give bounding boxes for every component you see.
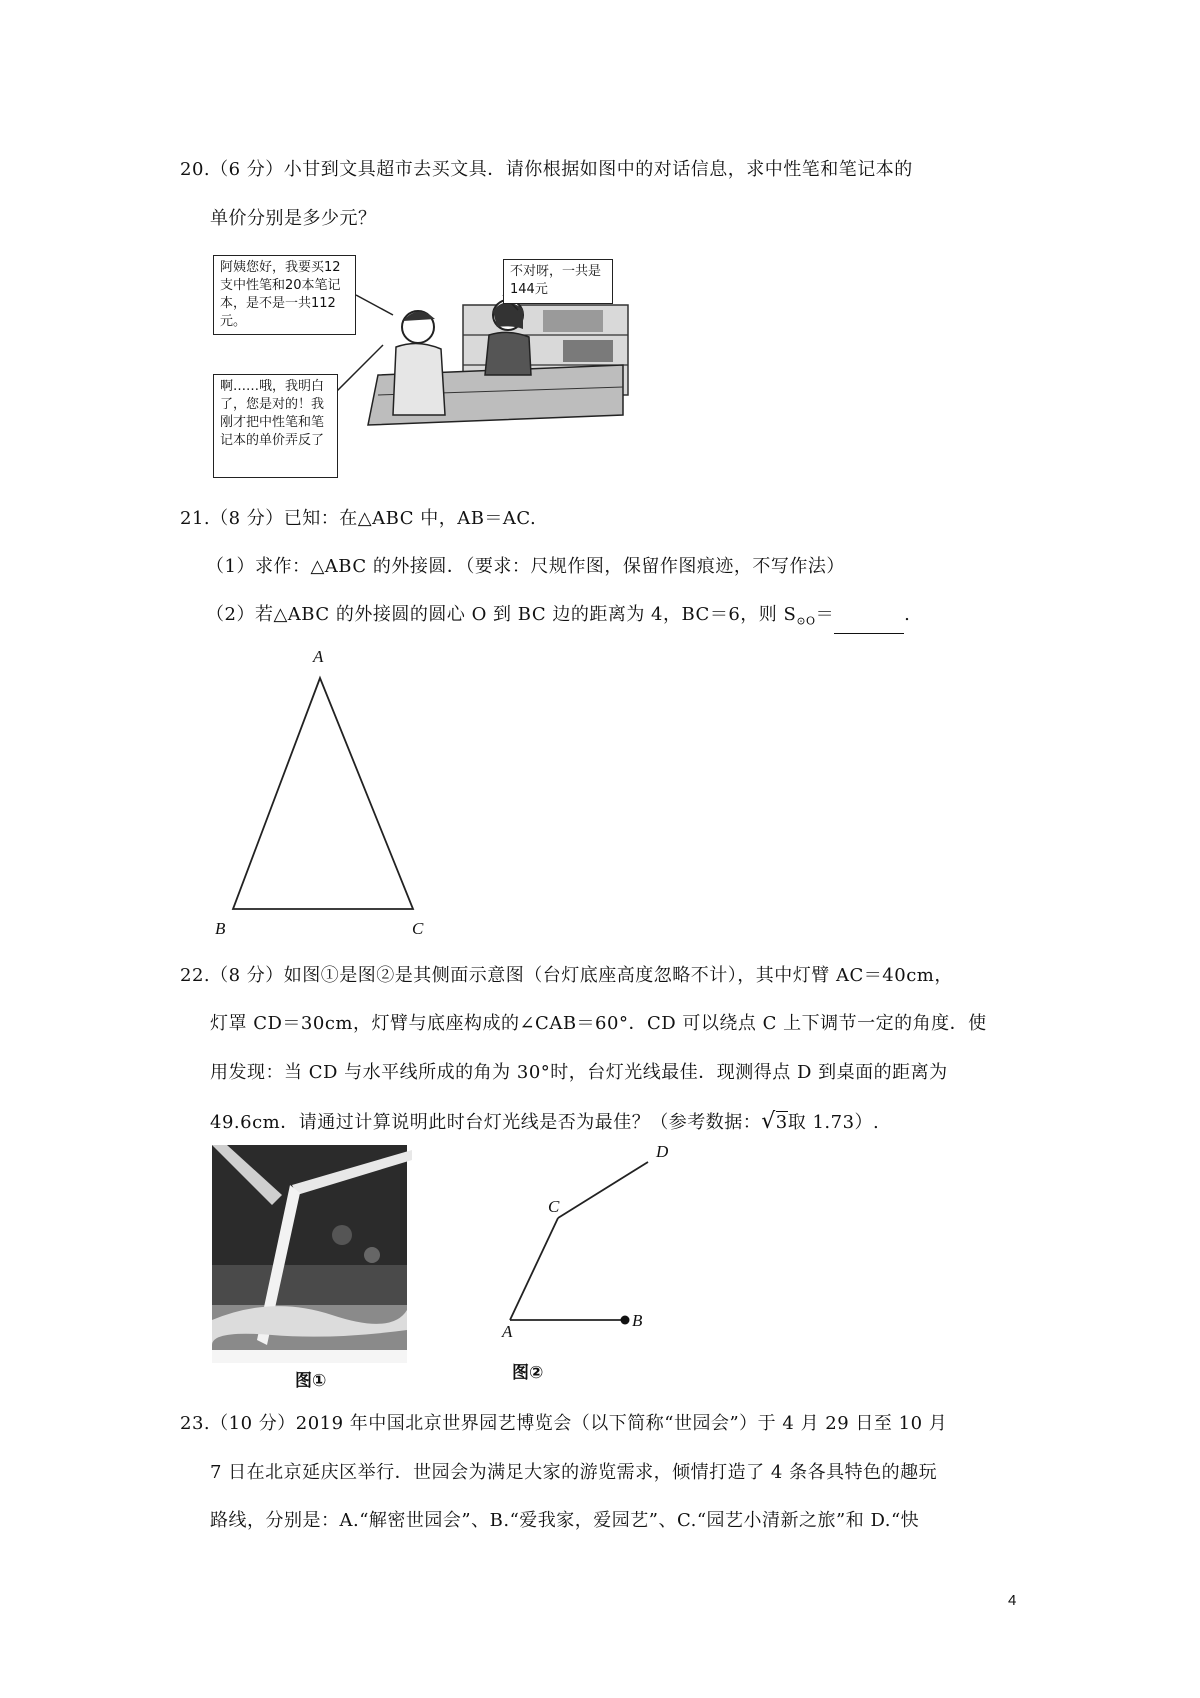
answer-blank[interactable] [834, 615, 904, 634]
figure-2-caption: 图② [512, 1363, 544, 1383]
q22-line4 [210, 1110, 879, 1135]
sqrt-radicand: 3 [775, 1112, 788, 1133]
triangle-vertex-b-label: B [215, 919, 226, 938]
point-b-dot [621, 1316, 630, 1325]
q23-line2: 7 日在北京延庆区举行．世园会为满足大家的游览需求，倾情打造了 4 条各具特色的趣玩 [210, 1462, 938, 1483]
triangle-abc [233, 678, 413, 909]
figure-1-caption: 图① [295, 1371, 327, 1391]
q21-line3-text: （2）若△ABC 的外接圆的圆心 O 到 BC 边的距离为 4，BC＝6，则 S [206, 604, 797, 625]
q23-line1: 23.（10 分）2019 年中国北京世界园艺博览会（以下简称“世园会”）于 4 月 29 日至 10 月 [180, 1413, 948, 1434]
triangle-vertex-a-label: A [313, 647, 324, 666]
q22-line3: 用发现：当 CD 与水平线所成的角为 30°时，台灯光线最佳．现测得点 D 到桌面的距离为 [210, 1062, 948, 1083]
segment-cd [558, 1162, 648, 1218]
q21-line3 [206, 603, 910, 634]
q22-line4-tail: 取 1.73）. [787, 1112, 880, 1133]
customer-speech-bubble: 阿姨您好，我要买12支中性笔和20本笔记本，是不是一共112元。 [213, 255, 356, 335]
page-number: 4 [1008, 1592, 1017, 1609]
q23-line3: 路线，分别是：A.“解密世园会”、B.“爱我家，爱园艺”、C.“园艺小清新之旅”和 D.“快 [210, 1510, 920, 1531]
sqrt-symbol: √ [761, 1109, 776, 1134]
triangle-vertex-c-label: C [412, 919, 424, 938]
q21-equals: ＝ [815, 604, 835, 625]
diagram-label-c: C [548, 1197, 560, 1216]
q22-line4-text: 49.6cm．请通过计算说明此时台灯光线是否为最佳？（参考数据： [210, 1112, 762, 1133]
q22-line1: 22.（8 分）如图①是图②是其侧面示意图（台灯底座高度忽略不计），其中灯臂 AC＝40cm， [180, 965, 953, 986]
diagram-label-d: D [656, 1142, 669, 1161]
q21-line1-text: 21.（8 分）已知：在△ABC 中，AB＝AC. [180, 508, 537, 529]
customer-reply-bubble: 啊……哦，我明白了，您是对的！我刚才把中性笔和笔记本的单价弄反了 [213, 374, 338, 478]
q20-line2: 单价分别是多少元？ [210, 208, 377, 229]
segment-ac [510, 1218, 558, 1320]
q20-dialogue-figure [213, 255, 633, 480]
q22-line2: 灯罩 CD＝30cm，灯臂与底座构成的∠CAB＝60°．CD 可以绕点 C 上下调节一定的角度．使 [210, 1013, 987, 1034]
clerk-speech-bubble: 不对呀，一共是144元 [503, 259, 613, 304]
lamp-side-diagram [500, 1140, 700, 1340]
q21-line2: （1）求作：△ABC 的外接圆．（要求：尺规作图，保留作图痕迹，不写作法） [206, 556, 845, 577]
lamp-photo [212, 1145, 412, 1363]
q21-period: . [904, 604, 911, 625]
diagram-label-a: A [502, 1322, 513, 1341]
circle-o-subscript: ⊙O [796, 614, 816, 628]
diagram-label-b: B [632, 1311, 643, 1330]
q21-line1 [180, 507, 536, 531]
q20-line1: 20.（6 分）小甘到文具超市去买文具．请你根据如图中的对话信息，求中性笔和笔记本的 [180, 159, 913, 180]
triangle-abc-figure [200, 645, 440, 935]
